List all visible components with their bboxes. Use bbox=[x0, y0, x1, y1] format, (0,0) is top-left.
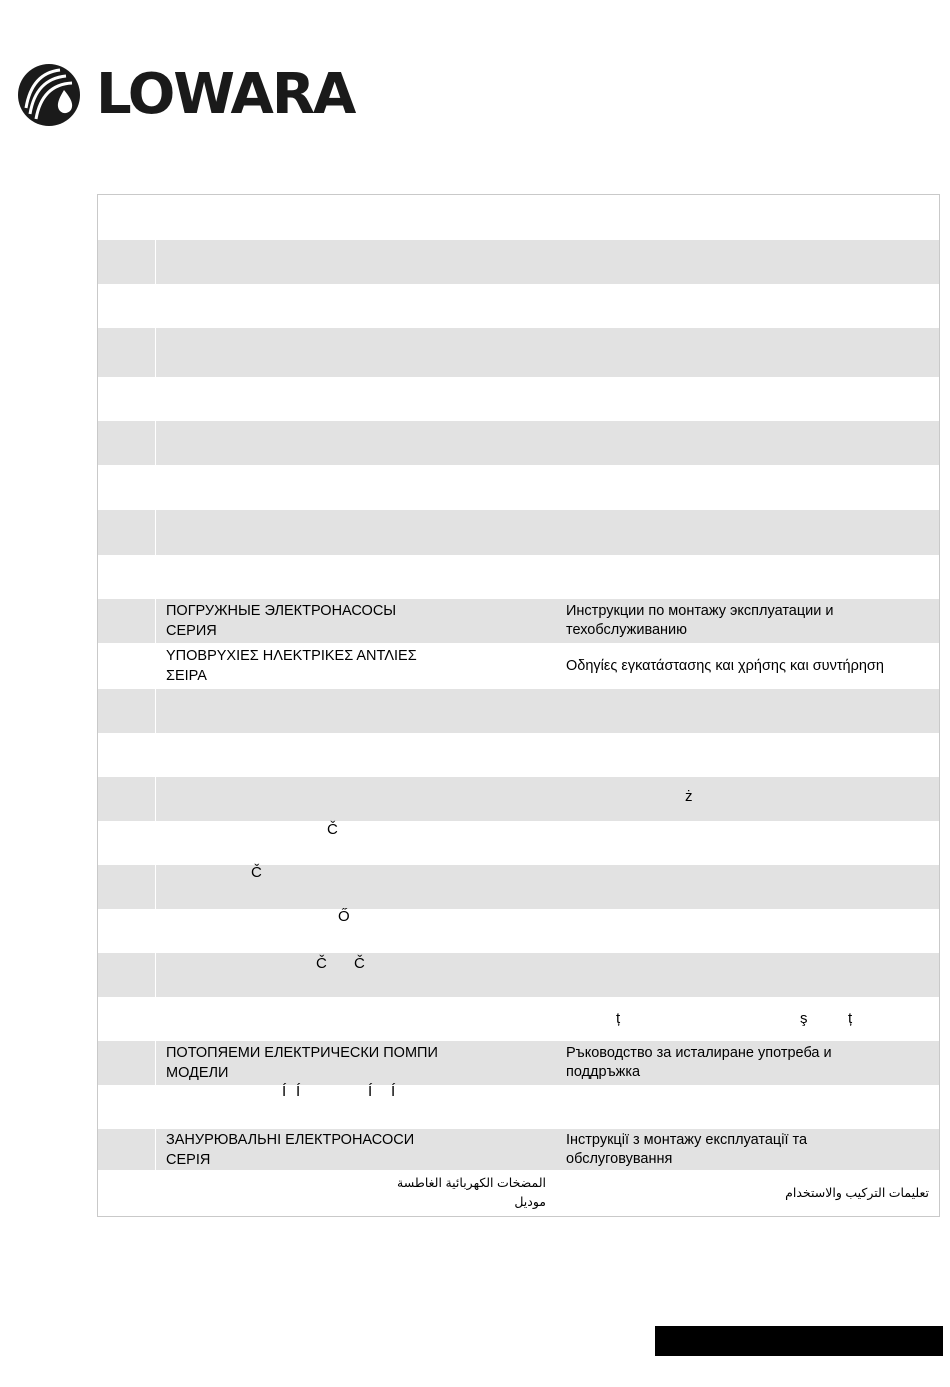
table-row bbox=[98, 821, 939, 865]
manual-title-cell bbox=[556, 733, 939, 777]
manual-title-cell bbox=[556, 599, 939, 643]
product-title-line: ΣΕΙΡΑ bbox=[166, 668, 207, 684]
row-margin-cell bbox=[98, 1085, 156, 1129]
table-row bbox=[98, 1041, 939, 1085]
manual-title-line: تعليمات التركيب والاستخدام bbox=[785, 1185, 929, 1200]
manual-title-line: обслуговування bbox=[566, 1150, 673, 1167]
manual-title-cell bbox=[556, 1041, 939, 1085]
product-title-line: ΥΠΟΒΡΥΧΙΕΣ ΗΛΕΚΤΡΙΚΕΣ ΑΝΤΛΙΕΣ bbox=[166, 648, 417, 664]
product-title-cell bbox=[156, 643, 556, 689]
table-row bbox=[98, 510, 939, 555]
table-row bbox=[98, 643, 939, 689]
table-row bbox=[98, 240, 939, 284]
product-title-cell bbox=[156, 328, 556, 377]
row-margin-cell bbox=[98, 284, 156, 328]
manual-title-cell bbox=[556, 777, 939, 821]
table-row bbox=[98, 909, 939, 953]
manual-title-cell bbox=[556, 240, 939, 284]
row-margin-cell bbox=[98, 240, 156, 284]
row-margin-cell bbox=[98, 909, 156, 953]
row-margin-cell bbox=[98, 1170, 156, 1216]
manual-title-cell bbox=[556, 328, 939, 377]
row-margin-cell bbox=[98, 733, 156, 777]
manual-title-cell bbox=[556, 953, 939, 997]
manual-title-cell bbox=[556, 909, 939, 953]
product-title-cell bbox=[156, 909, 556, 953]
table-row bbox=[98, 328, 939, 377]
product-title-line: СЕРИЯ bbox=[166, 623, 217, 639]
row-margin-cell bbox=[98, 510, 156, 555]
manual-title-line: поддръжка bbox=[566, 1064, 641, 1080]
product-title-cell bbox=[156, 1129, 556, 1170]
product-title-line: موديل bbox=[514, 1195, 546, 1209]
product-title-cell bbox=[156, 777, 556, 821]
instructions-table bbox=[97, 194, 940, 1217]
product-title-cell bbox=[156, 733, 556, 777]
row-margin-cell bbox=[98, 555, 156, 599]
row-margin-cell bbox=[98, 997, 156, 1041]
manual-title-line: техобслуживанию bbox=[566, 622, 688, 638]
row-margin-cell bbox=[98, 1129, 156, 1170]
product-title-cell bbox=[156, 865, 556, 909]
product-title-line: МОДЕЛИ bbox=[166, 1065, 229, 1081]
row-margin-cell bbox=[98, 421, 156, 465]
product-title-cell bbox=[156, 284, 556, 328]
manual-title-cell bbox=[556, 555, 939, 599]
table-row bbox=[98, 777, 939, 821]
table-row bbox=[98, 377, 939, 421]
char-i-acute: Í bbox=[296, 1083, 301, 1100]
manual-title-cell bbox=[556, 510, 939, 555]
row-margin-cell bbox=[98, 195, 156, 240]
product-title-cell bbox=[156, 240, 556, 284]
table-row bbox=[98, 465, 939, 510]
manual-title-line: Инструкции по монтажу эксплуатации и bbox=[566, 603, 834, 619]
product-title-cell bbox=[156, 377, 556, 421]
char-t-comma: ț bbox=[616, 1010, 621, 1027]
product-title-line: المضخات الكهربائية الغاطسة bbox=[397, 1176, 546, 1190]
row-margin-cell bbox=[98, 689, 156, 733]
char-i-acute: Í bbox=[282, 1083, 287, 1100]
char-c-caron: Č bbox=[316, 955, 327, 972]
char-i-acute: Í bbox=[368, 1083, 373, 1100]
char-c-caron: Č bbox=[327, 821, 338, 838]
product-title-cell bbox=[156, 465, 556, 510]
table-row bbox=[98, 865, 939, 909]
char-o-double-acute: Ő bbox=[338, 908, 350, 925]
row-margin-cell bbox=[98, 865, 156, 909]
row-margin-cell bbox=[98, 953, 156, 997]
product-title-line: ЗАНУРЮВАЛЬНІ ЕЛЕКТРОНАСОСИ bbox=[166, 1131, 415, 1148]
product-title-cell bbox=[156, 821, 556, 865]
table-row bbox=[98, 733, 939, 777]
row-margin-cell bbox=[98, 643, 156, 689]
logo-wordmark: LOWARA bbox=[96, 62, 355, 127]
product-title-cell bbox=[156, 195, 556, 240]
product-title-cell bbox=[156, 1170, 556, 1216]
table-row bbox=[98, 555, 939, 599]
char-t-comma: ț bbox=[848, 1010, 853, 1027]
manual-title-cell bbox=[556, 195, 939, 240]
table-row bbox=[98, 689, 939, 733]
manual-title-line: Ръководство за исталиране употреба и bbox=[566, 1045, 832, 1061]
lowara-logo bbox=[16, 62, 354, 128]
manual-title-cell bbox=[556, 689, 939, 733]
row-margin-cell bbox=[98, 599, 156, 643]
manual-title-cell bbox=[556, 377, 939, 421]
table-row bbox=[98, 195, 939, 240]
product-title-line: ПОТОПЯЕМИ ЕЛЕКТРИЧЕСКИ ПОМПИ bbox=[166, 1045, 438, 1061]
manual-title-cell bbox=[556, 284, 939, 328]
manual-title-line: Інструкції з монтажу експлуатації та bbox=[566, 1131, 808, 1148]
table-row bbox=[98, 997, 939, 1041]
product-title-cell bbox=[156, 421, 556, 465]
table-row bbox=[98, 284, 939, 328]
char-i-acute: Í bbox=[391, 1083, 396, 1100]
manual-title-cell bbox=[556, 865, 939, 909]
char-c-caron: Č bbox=[251, 864, 262, 881]
table-row bbox=[98, 1085, 939, 1129]
product-title-cell bbox=[156, 599, 556, 643]
lowara-emblem-icon bbox=[16, 62, 82, 128]
product-title-cell bbox=[156, 1085, 556, 1129]
product-title-line: ПОГРУЖНЫЕ ЭЛЕКТРОНАСОСЫ bbox=[166, 603, 397, 619]
manual-title-cell bbox=[556, 997, 939, 1041]
table-row bbox=[98, 599, 939, 643]
product-title-cell bbox=[156, 689, 556, 733]
char-c-caron: Č bbox=[354, 955, 365, 972]
manual-title-line: Οδηγίες εγκατάστασης και χρήσης και συντήρηση bbox=[566, 657, 884, 674]
table-row bbox=[98, 421, 939, 465]
product-title-cell bbox=[156, 555, 556, 599]
table-row bbox=[98, 1170, 939, 1216]
manual-title-cell bbox=[556, 465, 939, 510]
product-title-cell bbox=[156, 1041, 556, 1085]
footer-bar bbox=[655, 1326, 943, 1356]
char-z-dot: ż bbox=[685, 788, 693, 805]
table-row bbox=[98, 1129, 939, 1170]
manual-title-cell bbox=[556, 821, 939, 865]
char-s-cedilla: ş bbox=[800, 1010, 808, 1027]
row-margin-cell bbox=[98, 465, 156, 510]
manual-title-cell bbox=[556, 421, 939, 465]
product-title-cell bbox=[156, 997, 556, 1041]
manual-title-cell bbox=[556, 1085, 939, 1129]
row-margin-cell bbox=[98, 377, 156, 421]
product-title-line: СЕРІЯ bbox=[166, 1151, 211, 1168]
table-row bbox=[98, 953, 939, 997]
product-title-cell bbox=[156, 510, 556, 555]
row-margin-cell bbox=[98, 328, 156, 377]
row-margin-cell bbox=[98, 821, 156, 865]
manual-title-cell bbox=[556, 643, 939, 689]
row-margin-cell bbox=[98, 777, 156, 821]
manual-title-cell bbox=[556, 1170, 939, 1216]
row-margin-cell bbox=[98, 1041, 156, 1085]
manual-title-cell bbox=[556, 1129, 939, 1170]
